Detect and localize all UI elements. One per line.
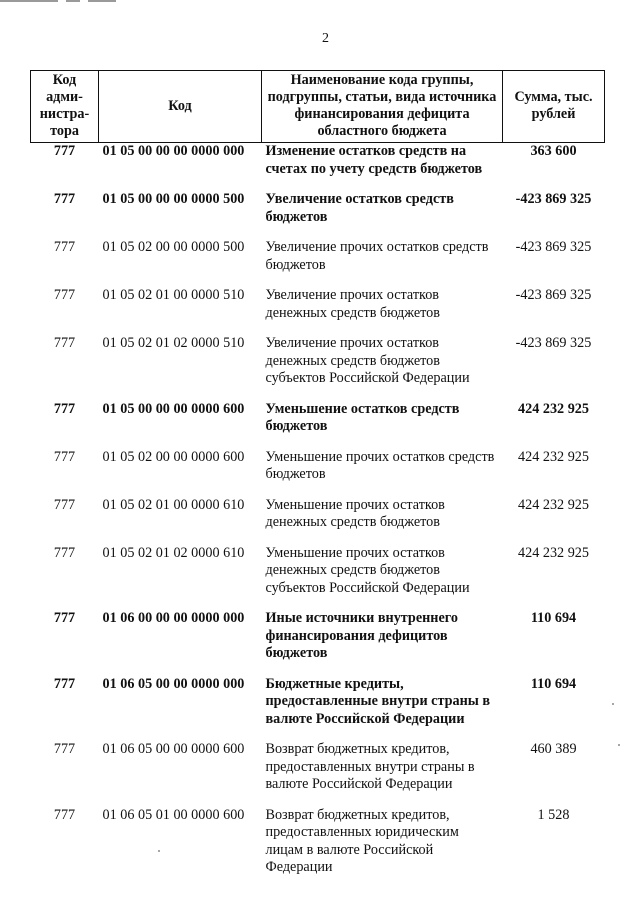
amount-cell: 424 232 925 — [518, 400, 589, 417]
amount-cell: -423 869 325 — [515, 239, 592, 255]
admin-code-cell: 777 — [53, 675, 76, 692]
scan-speck — [612, 703, 614, 705]
source-name-cell: Возврат бюджетных кредитов, предоставленных внутри страны в валюте Российской Федерации — [265, 741, 475, 792]
table-row — [31, 143, 605, 192]
scan-speck — [158, 850, 160, 852]
table-row — [31, 191, 605, 239]
table-row — [31, 239, 605, 287]
budget-code-cell: 01 05 00 00 00 0000 000 — [102, 143, 245, 159]
amount-cell: 110 694 — [530, 610, 577, 626]
admin-code-cell: 777 — [53, 191, 76, 207]
source-name-cell: Бюджетные кредиты, предоставленные внутри страны в валюте Российской Федерации — [265, 675, 491, 727]
amount-cell: -423 869 325 — [515, 335, 592, 351]
amount-cell: 110 694 — [530, 675, 577, 692]
table-row — [31, 287, 605, 335]
scan-edge-mark — [88, 0, 116, 2]
header-code: Код — [99, 71, 262, 143]
header-sum — [503, 71, 605, 143]
admin-code-cell: 777 — [53, 496, 76, 513]
table-row — [31, 676, 605, 742]
table-row — [31, 497, 605, 545]
budget-code-cell: 01 06 05 00 00 0000 600 — [102, 741, 245, 757]
header-admin-code — [31, 71, 99, 143]
table-row — [31, 545, 605, 611]
budget-code-cell: 01 05 02 01 02 0000 510 — [102, 335, 245, 351]
amount-cell: 424 232 925 — [518, 448, 589, 465]
table-row — [31, 449, 605, 497]
table-row — [31, 741, 605, 807]
admin-code-cell: 777 — [53, 610, 76, 626]
scan-edge-mark — [66, 0, 80, 2]
source-name-cell: Уменьшение остатков средств бюджетов — [265, 400, 460, 434]
budget-sources-table — [30, 70, 605, 890]
source-name-cell: Увеличение остатков средств бюджетов — [265, 191, 454, 225]
source-name-cell: Уменьшение прочих остатков денежных средств бюджетов — [265, 496, 445, 530]
admin-code-cell: 777 — [53, 335, 76, 351]
admin-code-cell: 777 — [53, 448, 76, 465]
budget-code-cell: 01 05 02 01 00 0000 510 — [102, 287, 245, 303]
amount-cell: 363 600 — [530, 143, 577, 159]
header-name: Наименование кода группы, подгруппы, статьи, вида источника финансирования дефицита областного бюджета — [262, 71, 503, 143]
source-name-cell: Изменение остатков средств на счетах по учету средств бюджетов — [265, 143, 483, 177]
source-name-cell: Возврат бюджетных кредитов, предоставленных юридическим лицам в валюте Российской Федерации — [265, 806, 459, 875]
source-name-cell: Уменьшение прочих остатков денежных средств бюджетов субъектов Российской Федерации — [265, 544, 470, 596]
amount-cell: 424 232 925 — [518, 544, 589, 561]
amount-cell: -423 869 325 — [515, 287, 592, 303]
admin-code-cell: 777 — [53, 400, 76, 417]
amount-cell: -423 869 325 — [515, 191, 592, 207]
budget-code-cell: 01 06 00 00 00 0000 000 — [102, 610, 245, 626]
table-row — [31, 807, 605, 890]
amount-cell: 460 389 — [530, 741, 577, 757]
source-name-cell: Уменьшение прочих остатков средств бюджетов — [265, 448, 495, 482]
header-sum-label: Сумма, тыс. рублей — [514, 89, 593, 122]
budget-code-cell: 01 05 00 00 00 0000 500 — [102, 191, 245, 207]
amount-cell: 424 232 925 — [518, 496, 589, 513]
header-admin-code-label: Код адми-нистра-тора — [39, 72, 90, 139]
scan-speck — [618, 744, 620, 746]
admin-code-cell: 777 — [53, 806, 76, 823]
source-name-cell: Увеличение прочих остатков денежных средств бюджетов субъектов Российской Федерации — [265, 335, 470, 386]
table-header-row — [31, 71, 605, 143]
table-body — [31, 143, 605, 890]
page-number: 2 — [322, 31, 329, 46]
admin-code-cell: 777 — [53, 741, 76, 757]
admin-code-cell: 777 — [53, 239, 76, 255]
amount-cell: 1 528 — [537, 806, 570, 823]
budget-code-cell: 01 05 00 00 00 0000 600 — [102, 400, 245, 417]
budget-code-cell: 01 05 02 01 00 0000 610 — [102, 496, 245, 513]
source-name-cell: Увеличение прочих остатков средств бюджетов — [265, 239, 489, 273]
source-name-cell: Увеличение прочих остатков денежных средств бюджетов — [265, 287, 440, 321]
scan-edge-mark — [0, 0, 58, 2]
budget-code-cell: 01 05 02 00 00 0000 500 — [102, 239, 245, 255]
budget-code-cell: 01 05 02 00 00 0000 600 — [102, 448, 245, 465]
admin-code-cell: 777 — [53, 544, 76, 561]
budget-code-cell: 01 05 02 01 02 0000 610 — [102, 544, 245, 561]
table-row — [31, 401, 605, 449]
admin-code-cell: 777 — [53, 143, 76, 159]
admin-code-cell: 777 — [53, 287, 76, 303]
budget-code-cell: 01 06 05 00 00 0000 000 — [102, 675, 245, 692]
budget-code-cell: 01 06 05 01 00 0000 600 — [102, 806, 245, 823]
table-row — [31, 335, 605, 401]
table-row — [31, 610, 605, 676]
source-name-cell: Иные источники внутреннего финансирования дефицитов бюджетов — [265, 610, 458, 661]
